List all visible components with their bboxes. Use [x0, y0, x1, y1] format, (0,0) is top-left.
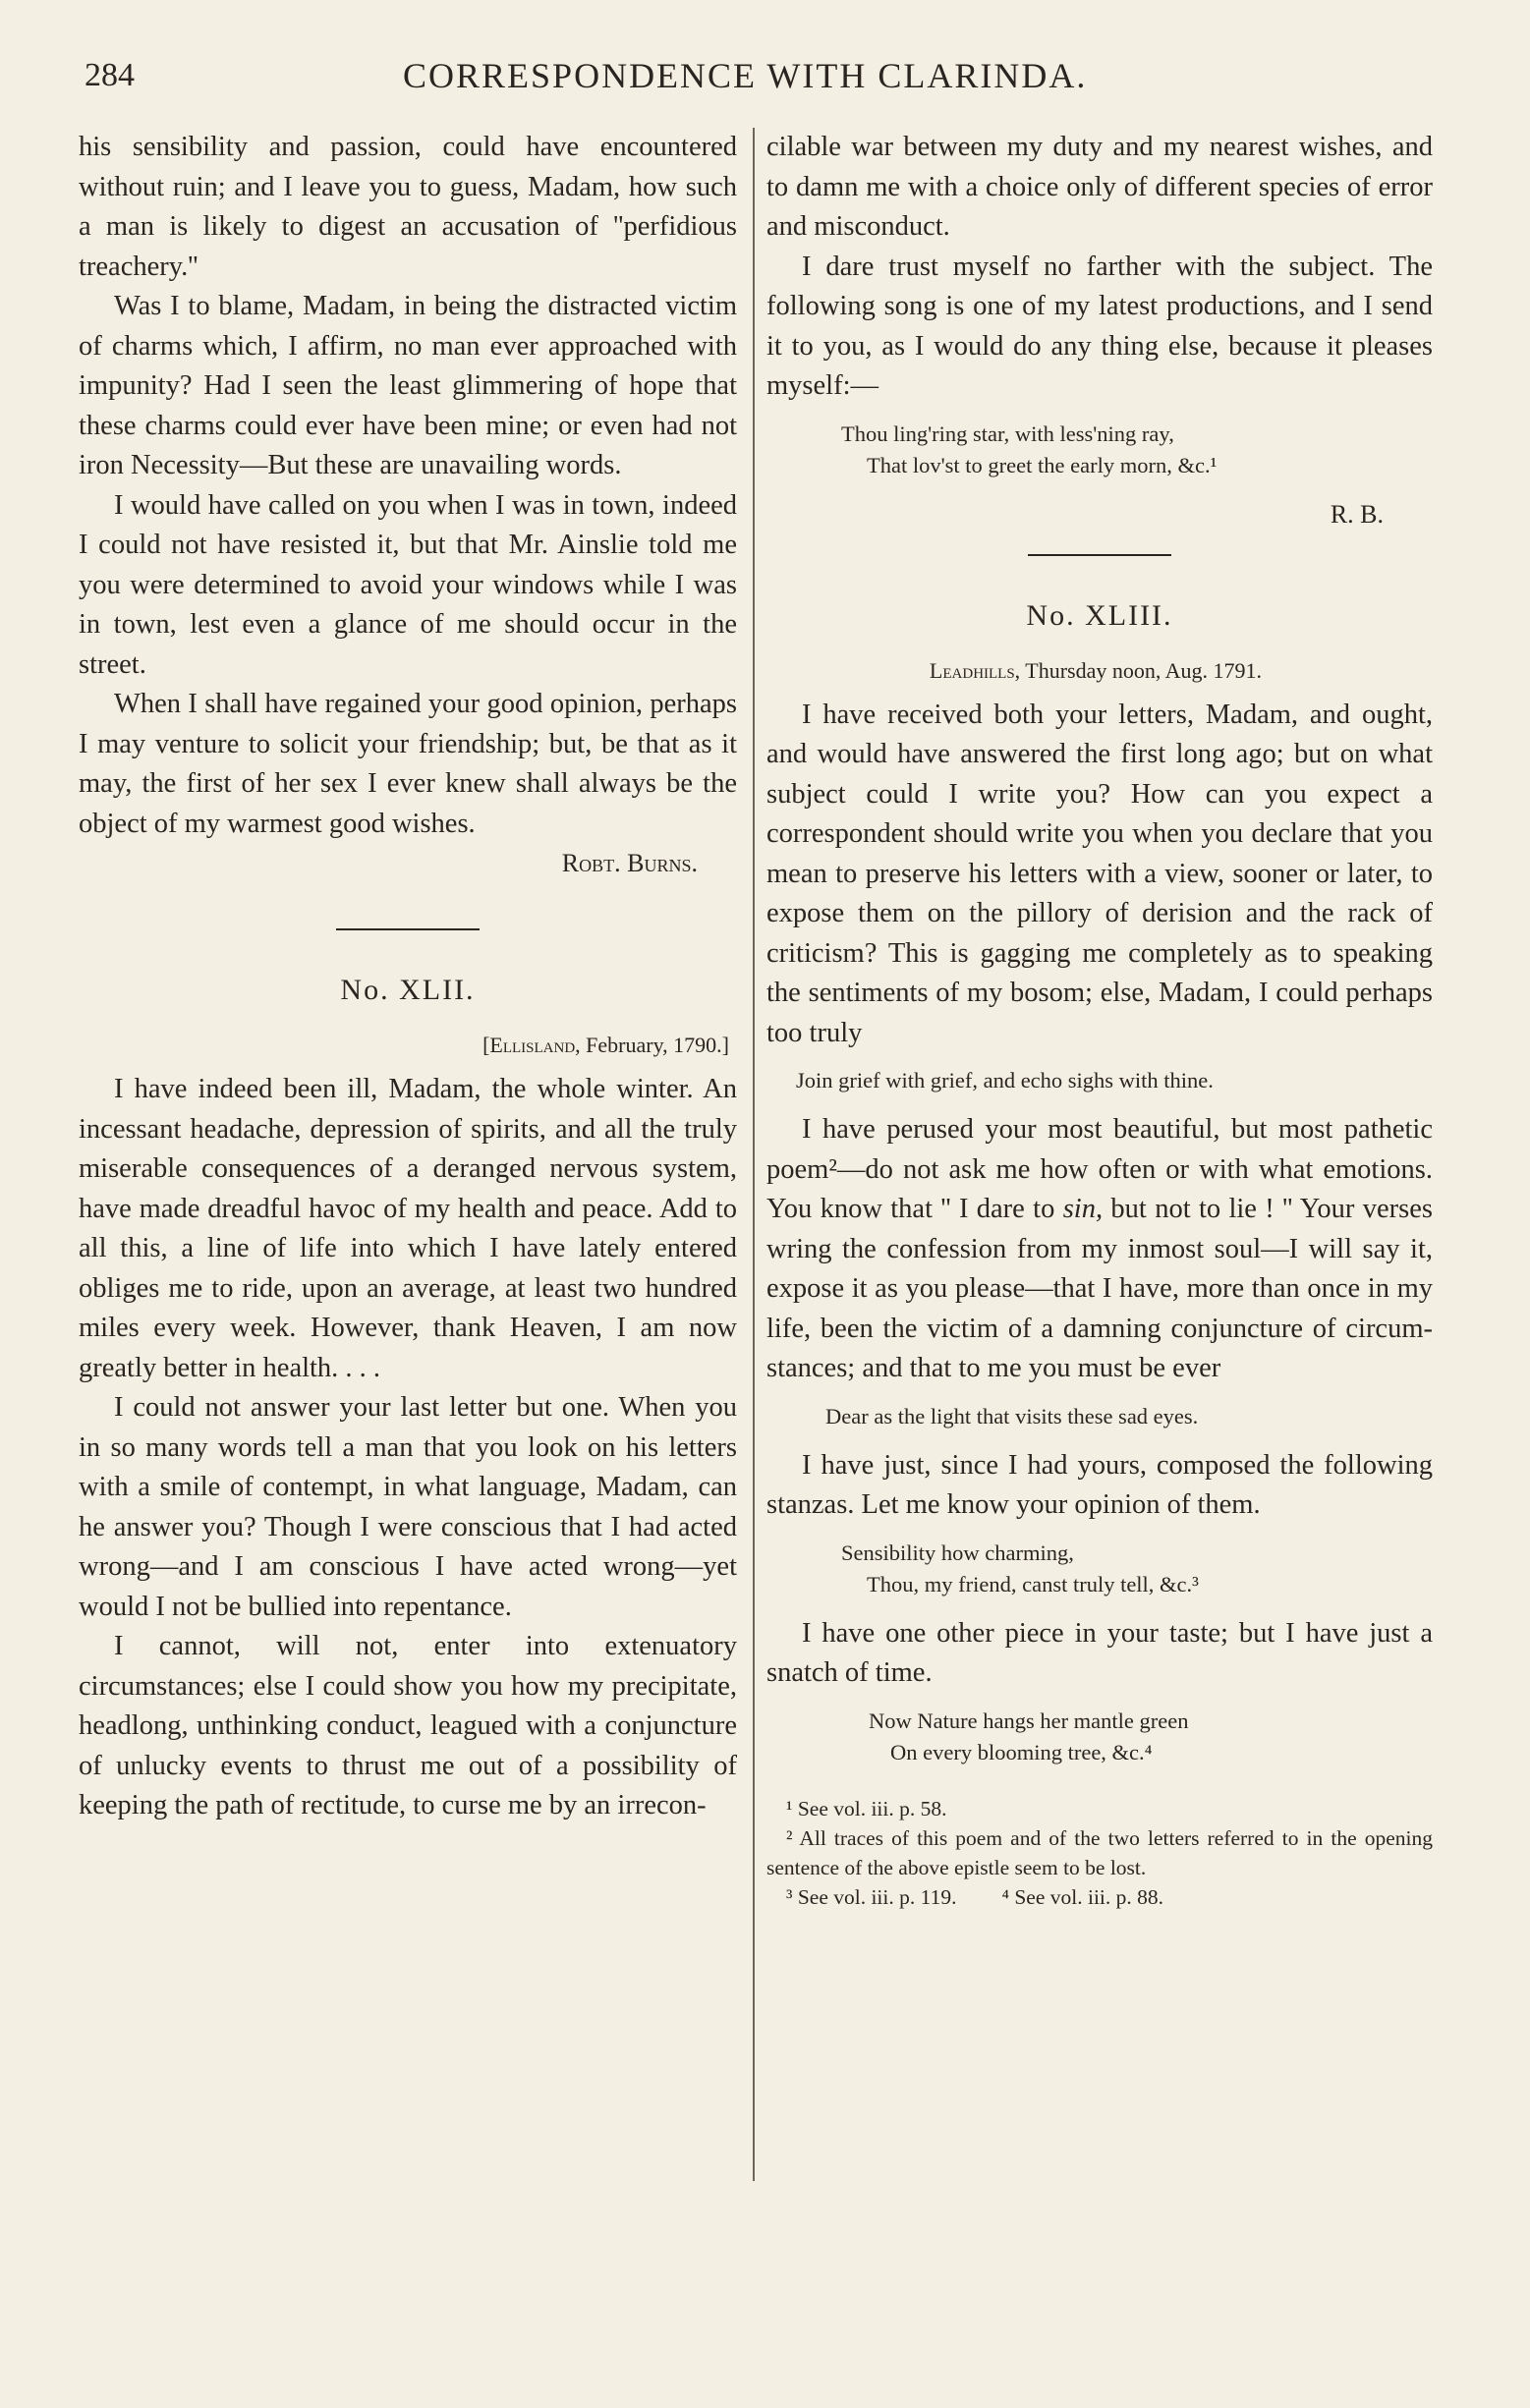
footnotes	[766, 1794, 1433, 1912]
right-paragraph-3: I have received both your letters, Madam, and ought, and would have answered the first long ago; but on what subject could I write you? How can you expect a correspondent should write you when you declare that you mean to preserve his letters with a view, sooner or later, to expose them on the pillory of derision and the rack of criticism? This is gagging me completely as to speaking the sentiments of my bosom; else, Madam, I could perhaps too truly	[766, 699, 1433, 1048]
verse-quote-5	[766, 1706, 1433, 1768]
verse-line: Sensibility how charming,	[841, 1540, 1074, 1565]
left-paragraph-7: I cannot, will not, enter into extenuatory circumstances; else I could show you how my precipitate, headlong, unthinking conduct, leagued with a conjuncture of unlucky events to thrust me out of a possibility of keeping the path of rectitude, to curse me by an irrecon-	[79, 1631, 737, 1820]
verse-line: Thou, my friend, canst truly tell, &c.³	[867, 1571, 1199, 1596]
dateline-date: Thursday noon, Aug. 1791.	[1020, 657, 1263, 683]
footnote-2: ² All traces of this poem and of the two letters referred to in the opening sentence of the above epistle seem to be lost.	[766, 1825, 1433, 1879]
page-number: 284	[85, 57, 135, 93]
paragraph-text: but not to lie ! '' Your verses wring the confession from my inmost soul—I will say it, expose it as you please—that I have, more than once in my life, been the victim of a damning conjuncture of circumstances; and that to me you must be ever	[766, 1194, 1433, 1383]
footnote-3-4	[766, 1882, 1433, 1912]
signature-rb: R. B.	[1330, 499, 1384, 529]
right-paragraph-6: I have one other piece in your taste; but I have just a snatch of time.	[766, 1617, 1433, 1688]
verse-quote-4	[766, 1538, 1433, 1600]
verse-line: On every blooming tree, &c.⁴	[890, 1739, 1153, 1764]
right-paragraph-2: I dare trust myself no farther with the subject. The following song is one of my latest productions, and I send it to you, as I would do any thing else, because it pleases myself:—	[766, 251, 1433, 401]
left-paragraph-2: Was I to blame, Madam, in being the distracted victim of charms which, I affirm, no man ever approached with impunity? Had I seen the least glimmering of hope that these charms could ever have been mine; or even had not iron Necessity—But these are unavailing words.	[79, 291, 737, 480]
paragraph-text: I have perused your most beautiful, but most pathetic poem²—do not ask me how often or with what emotions. You know that '' I dare to	[766, 1114, 1433, 1224]
dateline-date: February, 1790.]	[580, 1033, 729, 1057]
left-paragraph-1: his sensibility and passion, could have encountered without ruin; and I leave you to guess, Madam, how such a man is likely to digest an accusation of ''perfidious treachery.''	[79, 132, 737, 282]
footnote-3: ³ See vol. iii. p. 119.	[786, 1884, 957, 1909]
letter-number-xliii: No. XLIII.	[1026, 598, 1173, 632]
column-divider	[753, 128, 755, 2181]
left-paragraph-6: I could not answer your last letter but one. When you in so many words tell a man that you look on his letters with a smile of contempt, in what language, Madam, can he answer you? Though I were conscious that I had acted wrong—and I am conscious I have acted wrong—yet would I not be bullied into repentance.	[79, 1392, 737, 1622]
emphasis-sin: sin,	[1062, 1194, 1104, 1224]
verse-quote-2	[766, 1065, 1433, 1096]
footnote-4: ⁴ See vol. iii. p. 88.	[1001, 1884, 1164, 1909]
verse-line: Thou ling'ring star, with less'ning ray,	[841, 420, 1174, 446]
letter-number-xlii: No. XLII.	[340, 974, 476, 1006]
verse-quote-1	[766, 419, 1433, 481]
left-paragraph-5: I have indeed been ill, Madam, the whole winter. An incessant headache, depression of spirits, and all the truly miserable consequences of a deranged nervous system, have made dreadful havoc of my health and peace. Add to all this, a line of life into which I have lately entered obliges me to ride, upon an average, at least two hundred miles every week. However, thank Heaven, I am now greatly better in health. . . .	[79, 1074, 737, 1383]
signature-robt-burns: Robt. Burns.	[561, 849, 698, 877]
left-paragraph-3: I would have called on you when I was in town, indeed I could not have resisted it, but that Mr. Ainslie told me you were determined to avoid your windows while I was in town, lest even a glance of me should occur in the street.	[79, 489, 737, 680]
verse-line: Now Nature hangs her mantle green	[869, 1708, 1189, 1733]
footnote-1: ¹ See vol. iii. p. 58.	[786, 1796, 947, 1820]
dateline-place: [Ellisland,	[482, 1033, 581, 1057]
left-column	[79, 128, 737, 1826]
verse-quote-3	[766, 1401, 1433, 1432]
right-paragraph-1: cilable war between my duty and my nearest wishes, and to damn me with a choice only of different species of error and misconduct.	[766, 132, 1433, 242]
right-paragraph-4	[766, 1110, 1433, 1389]
dateline-xlii	[79, 1033, 729, 1058]
section-rule	[1028, 554, 1171, 556]
verse-line: Join grief with grief, and echo sighs with thine.	[796, 1068, 1214, 1092]
right-column	[766, 128, 1433, 1912]
dateline-xliii	[766, 658, 1425, 684]
verse-line: That lov'st to greet the early morn, &c.¹	[867, 452, 1218, 477]
verse-line: Dear as the light that visits these sad eyes.	[825, 1403, 1199, 1428]
section-rule	[336, 928, 480, 930]
dateline-place: Leadhills,	[929, 657, 1021, 683]
running-head: CORRESPONDENCE WITH CLARINDA.	[403, 56, 1088, 95]
right-paragraph-5: I have just, since I had yours, composed the following stanzas. Let me know your opinion of them.	[766, 1449, 1433, 1520]
left-paragraph-4: When I shall have regained your good opinion, perhaps I may venture to solicit your friendship; but, be that as it may, the first of her sex I ever knew shall always be the object of my warmest good wishes.	[79, 689, 737, 839]
